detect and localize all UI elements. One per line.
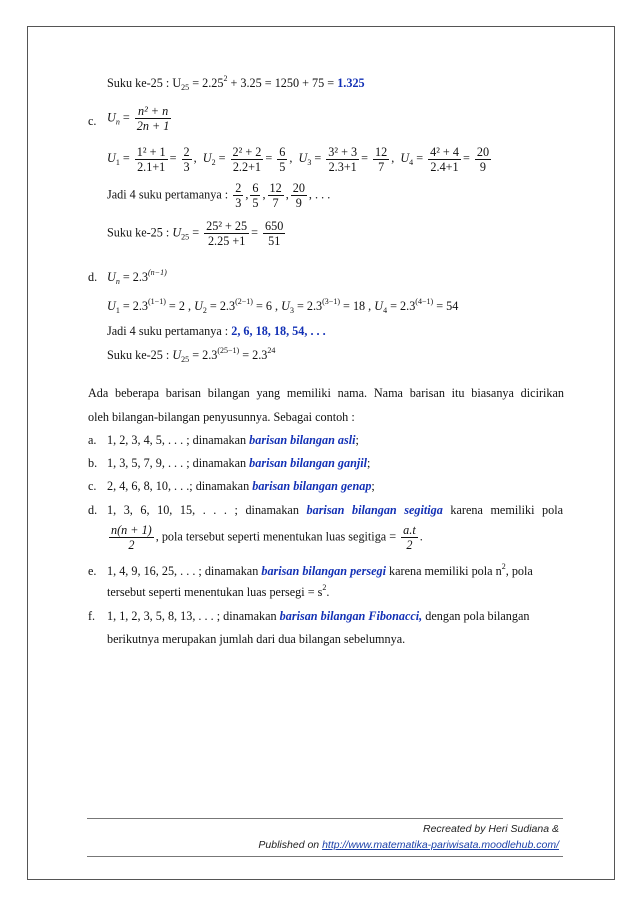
list-label-e: e. [88, 564, 97, 578]
part-c-formula: $U_n$ = $\frac{\text{n² + n}}{2n + 1}$ [107, 104, 170, 133]
intro-line-1: Ada beberapa barisan bilangan yang memiliki nama. Nama barisan itu biasanya dicirikan [88, 386, 564, 400]
list-item-e: 1, 4, 9, 16, 25, . . . ; dinamakan barisan bilangan persegi karena memiliki pola $n^2$, pola [107, 562, 533, 578]
suku25-line-b: Suku ke-25 : $U_{25} = 2.25^2 + 3.25 = 1250 + 75 = 1.325$ [107, 74, 365, 92]
list-label-f: f. [88, 609, 96, 623]
list-item-d: 1, 3, 6, 10, 15, . . . ; dinamakan barisan bilangan segitiga karena memiliki pola [107, 503, 564, 517]
list-item-f-line2: berikutnya merupakan jumlah dari dua bilangan sebelumnya. [107, 632, 406, 646]
part-c-terms [107, 145, 493, 174]
part-c-jadi: Jadi 4 suku pertamanya : $\frac{2}{3}$ , $\frac{6}{5}$ , $\frac{12}{7}$ , $\frac{20}{9}$ , . . . [107, 181, 331, 210]
footer-link[interactable]: http://www.matematika-pariwisata.moodlehub.com/ [322, 839, 559, 851]
intro-line-2: oleh bilangan-bilangan penyusunnya. Sebagai contoh : [88, 410, 355, 424]
suku25-result: 1.325 [337, 76, 365, 90]
footer [87, 818, 563, 857]
part-d-letter: d. [88, 270, 98, 284]
list-item-b: 1, 3, 5, 7, 9, . . . ; dinamakan barisan bilangan ganjil; [107, 456, 371, 470]
part-c-suku25: Suku ke-25 : $U_{25}$ = $\frac{\text{25² + 25}}{2.25 +1}$ = $\frac{650}{51}$ [107, 219, 284, 248]
list-item-c: 2, 4, 6, 8, 10, . . .; dinamakan barisan bilangan genap; [107, 479, 375, 493]
list-label-a: a. [88, 433, 97, 447]
part-d-suku25: Suku ke-25 : $U_{25} = 2.3^{(25-1)} = 2.3^{24}$ [107, 346, 276, 364]
footer-credit: Recreated by Heri Sudiana & [423, 823, 559, 835]
term-u1: $U_1$ = $\frac{\text{1² + 1}}{2.1+1}$ = $\frac{2}{3}$ , [107, 145, 197, 174]
term-u2: $U_2$ = $\frac{\text{2² + 2}}{2.2+1}$ = $\frac{6}{5}$ , [202, 145, 293, 174]
list-label-d: d. [88, 503, 98, 517]
part-d-formula: $U_n = 2.3^{(n-1)}$ [107, 268, 167, 286]
list-item-f: 1, 1, 2, 3, 5, 8, 13, . . . ; dinamakan barisan bilangan Fibonacci, dengan pola bilangan [107, 609, 530, 623]
list-item-e-line2: tersebut seperti menentukan luas persegi = $s^2$. [107, 583, 330, 599]
list-label-b: b. [88, 456, 98, 470]
list-label-c: c. [88, 479, 97, 493]
list-item-d-formula: $\frac{n(n + 1)}{2}$ , pola tersebut seperti menentukan luas segitiga = $\frac{a.t}{2}$ . [111, 523, 423, 552]
list-item-a: 1, 2, 3, 4, 5, . . . ; dinamakan barisan bilangan asli; [107, 433, 359, 447]
part-d-jadi: Jadi 4 suku pertamanya : 2, 6, 18, 18, 54, . . . [107, 324, 326, 338]
part-d-terms: $U_1 = 2.3^{(1-1)} = 2$ , $U_2 = 2.3^{(2-1)} = 6$ , $U_3 = 2.3^{(3-1)} = 18$ , $U_4 = 2.3^{(4-1)} = 54$ [107, 297, 459, 315]
part-c-letter: c. [88, 114, 97, 128]
term-u4: $U_4$ = $\frac{\text{4² + 4}}{2.4+1}$ = $\frac{20}{9}$ [400, 145, 490, 174]
footer-published: Published on http://www.matematika-pariwisata.moodlehub.com/ [258, 839, 559, 851]
term-u3: $U_3$ = $\frac{\text{3² + 3}}{2.3+1}$ = $\frac{12}{7}$ , [298, 145, 395, 174]
